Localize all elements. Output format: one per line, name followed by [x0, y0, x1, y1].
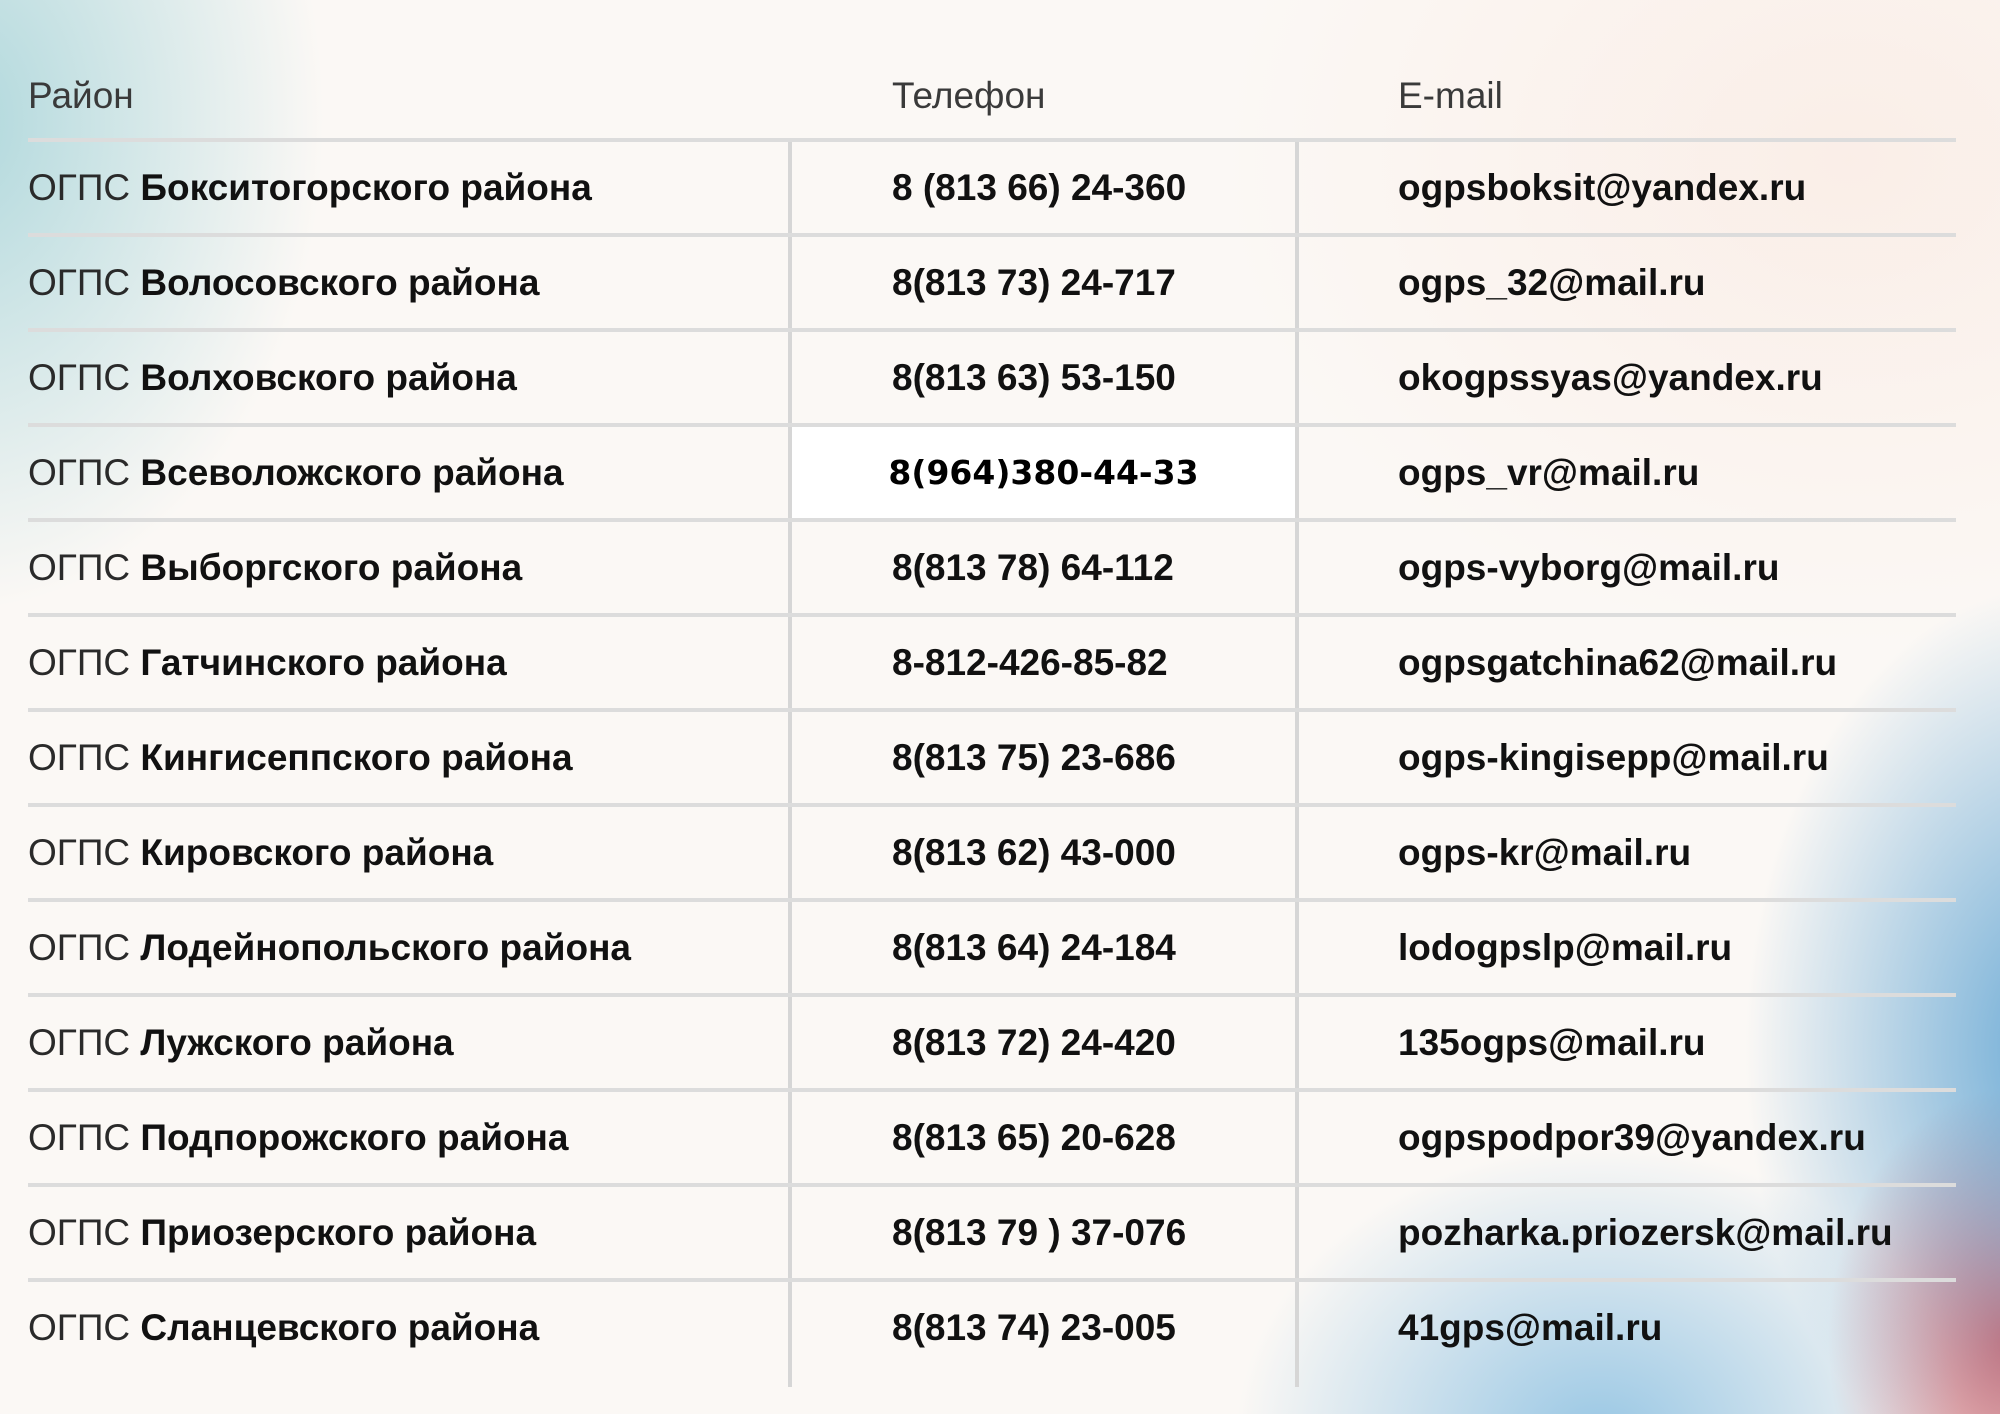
- phone-cell: 8(813 64) 24-184: [892, 927, 1176, 968]
- table-row: [28, 1092, 1958, 1187]
- district-name: Бокситогорского района: [140, 167, 592, 208]
- phone-cell: 8(964)380-44-33: [792, 427, 1295, 518]
- table-row: [28, 332, 1958, 427]
- district-name: Приозерского района: [140, 1212, 537, 1253]
- email-cell[interactable]: pozharka.priozersk@mail.ru: [1398, 1212, 1893, 1253]
- email-cell[interactable]: ogps-vyborg@mail.ru: [1398, 547, 1780, 588]
- district-name: Кировского района: [140, 832, 494, 873]
- district-name: Кингисеппского района: [140, 737, 573, 778]
- phone-cell: 8(813 65) 20-628: [892, 1117, 1176, 1158]
- district-prefix: ОГПС: [28, 1117, 131, 1158]
- district-cell: [28, 712, 573, 803]
- district-cell: [28, 902, 631, 993]
- district-prefix: ОГПС: [28, 1022, 131, 1063]
- table-row: [28, 807, 1958, 902]
- header-district: Район: [28, 75, 134, 116]
- phone-cell: 8(813 63) 53-150: [892, 357, 1176, 398]
- phone-cell: 8(813 78) 64-112: [892, 547, 1174, 588]
- table-row: [28, 1282, 1958, 1377]
- district-name: Выборгского района: [140, 547, 523, 588]
- header-email: E-mail: [1398, 75, 1503, 116]
- table-row: [28, 237, 1958, 332]
- phone-cell: 8 (813 66) 24-360: [892, 167, 1187, 208]
- district-prefix: ОГПС: [28, 1212, 131, 1253]
- email-cell[interactable]: ogps-kr@mail.ru: [1398, 832, 1692, 873]
- table-row: [28, 997, 1958, 1092]
- district-cell: [28, 1282, 539, 1373]
- table-row: [28, 902, 1958, 997]
- email-cell[interactable]: okogpssyas@yandex.ru: [1398, 357, 1823, 398]
- table-row: [28, 522, 1958, 617]
- table-row: [28, 617, 1958, 712]
- email-cell[interactable]: ogpspodpor39@yandex.ru: [1398, 1117, 1866, 1158]
- district-cell: [28, 1187, 536, 1278]
- district-name: Подпорожского района: [140, 1117, 569, 1158]
- district-cell: [28, 807, 493, 898]
- district-cell: [28, 142, 592, 233]
- email-cell[interactable]: ogps_32@mail.ru: [1398, 262, 1706, 303]
- district-prefix: ОГПС: [28, 832, 131, 873]
- phone-cell: 8-812-426-85-82: [892, 642, 1168, 683]
- district-prefix: ОГПС: [28, 357, 131, 398]
- email-cell[interactable]: 135ogps@mail.ru: [1398, 1022, 1706, 1063]
- district-name: Лужского района: [140, 1022, 454, 1063]
- table-row: [28, 1187, 1958, 1282]
- phone-cell: 8(813 73) 24-717: [892, 262, 1176, 303]
- district-prefix: ОГПС: [28, 737, 131, 778]
- district-name: Волховского района: [140, 357, 517, 398]
- district-prefix: ОГПС: [28, 927, 131, 968]
- table-row: [28, 427, 1958, 522]
- table-header: [28, 70, 1958, 140]
- district-prefix: ОГПС: [28, 167, 131, 208]
- district-cell: [28, 427, 564, 518]
- email-cell[interactable]: ogpsboksit@yandex.ru: [1398, 167, 1807, 208]
- phone-cell: 8(813 72) 24-420: [892, 1022, 1176, 1063]
- table-row: [28, 142, 1958, 237]
- district-cell: [28, 1092, 569, 1183]
- district-prefix: ОГПС: [28, 262, 131, 303]
- district-cell: [28, 522, 522, 613]
- phone-cell: 8(813 79 ) 37-076: [892, 1212, 1187, 1253]
- district-cell: [28, 237, 539, 328]
- district-prefix: ОГПС: [28, 452, 131, 493]
- district-name: Лодейнопольского района: [140, 927, 631, 968]
- email-cell[interactable]: ogpsgatchina62@mail.ru: [1398, 642, 1838, 683]
- district-cell: [28, 617, 507, 708]
- phone-cell: 8(813 75) 23-686: [892, 737, 1176, 778]
- district-cell: [28, 997, 454, 1088]
- email-cell[interactable]: ogps-kingisepp@mail.ru: [1398, 737, 1829, 778]
- email-cell[interactable]: lodogpslp@mail.ru: [1398, 927, 1733, 968]
- email-cell[interactable]: ogps_vr@mail.ru: [1398, 452, 1700, 493]
- district-name: Волосовского района: [140, 262, 540, 303]
- district-prefix: ОГПС: [28, 547, 131, 588]
- district-name: Гатчинского района: [140, 642, 507, 683]
- header-phone: Телефон: [892, 75, 1046, 116]
- district-name: Всеволожского района: [140, 452, 564, 493]
- phone-cell: 8(813 62) 43-000: [892, 832, 1176, 873]
- district-prefix: ОГПС: [28, 1307, 131, 1348]
- district-cell: [28, 332, 517, 423]
- table-row: [28, 712, 1958, 807]
- phone-cell: 8(813 74) 23-005: [892, 1307, 1176, 1348]
- email-cell[interactable]: 41gps@mail.ru: [1398, 1307, 1663, 1348]
- district-name: Сланцевского района: [140, 1307, 540, 1348]
- district-prefix: ОГПС: [28, 642, 131, 683]
